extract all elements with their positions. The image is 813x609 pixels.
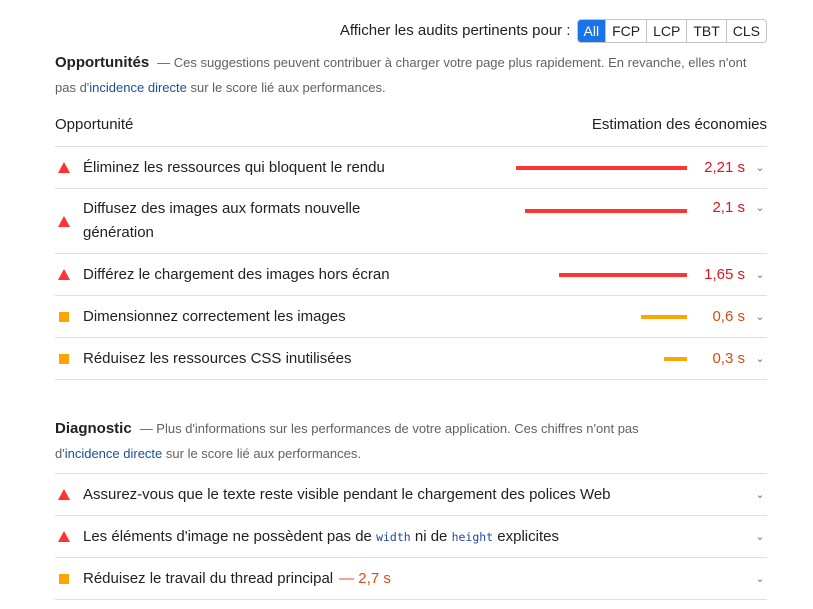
average-square-icon bbox=[55, 312, 83, 322]
savings-value: 2,1 s bbox=[712, 199, 745, 216]
chevron-down-icon[interactable]: ⌄ bbox=[755, 531, 765, 543]
diagnostics-group bbox=[55, 416, 767, 600]
diagnostic-value: — 2,7 s bbox=[339, 569, 391, 587]
opportunities-description bbox=[55, 50, 767, 100]
fail-triangle-icon bbox=[55, 269, 83, 280]
savings-value: 2,21 s bbox=[704, 159, 745, 176]
audit-title: Dimensionnez correctement les images bbox=[83, 307, 346, 325]
column-opportunity: Opportunité bbox=[55, 116, 134, 133]
incidence-directe-link[interactable]: incidence directe bbox=[89, 80, 187, 95]
audit-filter bbox=[340, 19, 767, 42]
chevron-down-icon[interactable]: ⌄ bbox=[755, 162, 765, 174]
description-text: sur le score lié aux performances. bbox=[162, 446, 361, 461]
fail-triangle-icon bbox=[55, 489, 83, 500]
chevron-down-icon[interactable]: ⌄ bbox=[755, 269, 765, 281]
code-height: height bbox=[451, 529, 494, 544]
opportunities-title: Opportunités bbox=[55, 54, 150, 71]
filter-button-group bbox=[577, 19, 767, 43]
average-square-icon bbox=[55, 574, 83, 584]
diagnostic-row-unsized-images[interactable] bbox=[55, 516, 767, 558]
column-estimated-savings: Estimation des économies bbox=[591, 116, 767, 133]
audit-title: Diffusez des images aux formats nouvelle génération bbox=[83, 200, 361, 241]
incidence-directe-link[interactable]: incidence directe bbox=[64, 446, 163, 461]
savings-value: 0,6 s bbox=[712, 308, 745, 325]
chevron-down-icon[interactable]: ⌄ bbox=[755, 573, 765, 585]
diagnostics-description bbox=[55, 416, 767, 466]
audit-title: Différez le chargement des images hors écran bbox=[83, 265, 390, 283]
audit-title: Réduisez le travail du thread principal — 2,7 s bbox=[83, 569, 391, 587]
audit-title: Réduisez les ressources CSS inutilisées bbox=[83, 349, 352, 367]
opportunity-row-offscreen-images[interactable] bbox=[55, 254, 767, 296]
filter-label: Afficher les audits pertinents pour : bbox=[339, 22, 571, 39]
fail-triangle-icon bbox=[55, 216, 83, 227]
opportunity-row-render-blocking[interactable] bbox=[55, 147, 767, 189]
filter-lcp-button[interactable]: LCP bbox=[646, 20, 686, 42]
description-text: sur le score lié aux performances. bbox=[186, 80, 386, 95]
chevron-down-icon[interactable]: ⌄ bbox=[755, 489, 765, 501]
diagnostic-row-font-display[interactable] bbox=[55, 474, 767, 516]
filter-all-button[interactable]: All bbox=[578, 20, 606, 42]
opportunities-column-header bbox=[55, 114, 767, 147]
opportunity-row-next-gen-images[interactable] bbox=[55, 189, 767, 254]
audit-title: Assurez-vous que le texte reste visible pendant le chargement des polices Web bbox=[83, 485, 611, 503]
fail-triangle-icon bbox=[55, 162, 83, 173]
chevron-down-icon[interactable]: ⌄ bbox=[755, 353, 765, 365]
description-text: — Plus d'informations sur les performances de votre application. Ces chiffres n'ont pas d' bbox=[55, 421, 639, 461]
chevron-down-icon[interactable]: ⌄ bbox=[755, 202, 765, 214]
description-text: — Ces suggestions peuvent contribuer à charger votre page plus rapidement. En revanche, elles n'ont pas d' bbox=[55, 55, 747, 95]
chevron-down-icon[interactable]: ⌄ bbox=[755, 311, 765, 323]
opportunity-row-properly-size-images[interactable] bbox=[55, 296, 767, 338]
code-width: width bbox=[376, 529, 411, 544]
filter-tbt-button[interactable]: TBT bbox=[686, 20, 725, 42]
average-square-icon bbox=[55, 354, 83, 364]
filter-fcp-button[interactable]: FCP bbox=[605, 20, 646, 42]
audit-title: Les éléments d'image ne possèdent pas de width ni de height explicites bbox=[83, 527, 559, 545]
opportunities-group bbox=[55, 50, 767, 380]
audit-title: Éliminez les ressources qui bloquent le rendu bbox=[83, 158, 385, 176]
diagnostic-row-main-thread-work[interactable] bbox=[55, 558, 767, 600]
filter-cls-button[interactable]: CLS bbox=[726, 20, 766, 42]
fail-triangle-icon bbox=[55, 531, 83, 542]
savings-value: 0,3 s bbox=[712, 350, 745, 367]
savings-value: 1,65 s bbox=[704, 266, 745, 283]
opportunity-row-unused-css[interactable] bbox=[55, 338, 767, 380]
diagnostics-title: Diagnostic bbox=[55, 420, 132, 437]
